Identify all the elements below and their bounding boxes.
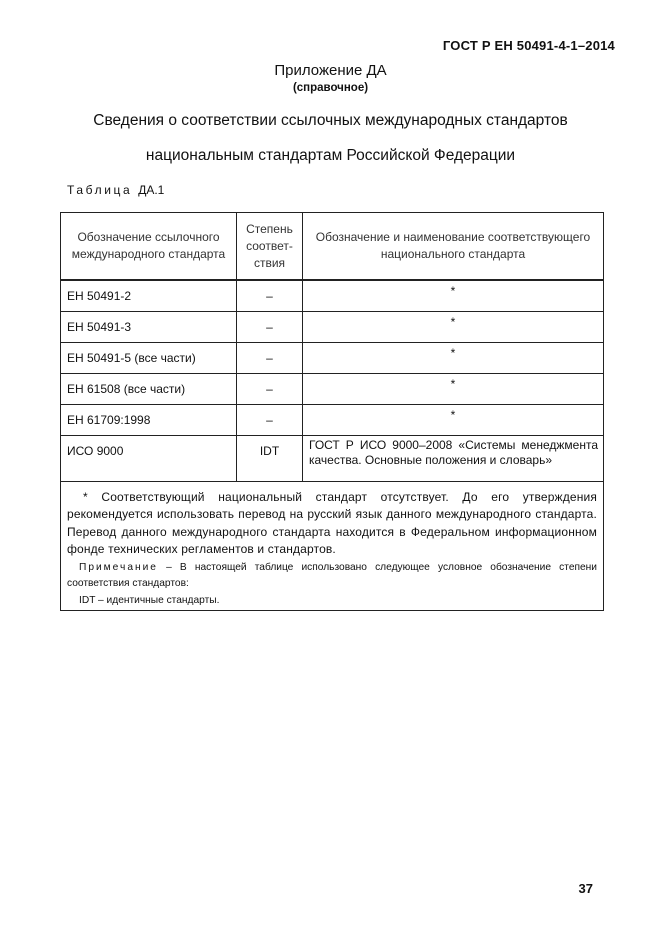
footnote-main: * Соответствующий национальный стандарт отсутствует. До его утверждения рекомендуется использовать перевод на русский язык данного международного стандарта. Перевод данного международного стандарта находится в Федеральном информационном фонде технических регламентов и стандартов. [67, 489, 597, 556]
cell-ref: ЕН 50491-5 (все части) [61, 342, 237, 373]
cell-ref: ЕН 61709:1998 [61, 404, 237, 435]
cell-national: * [303, 404, 604, 435]
table-row [61, 404, 604, 435]
appendix-title: Приложение ДА [274, 62, 387, 79]
note-lead: Примечание [79, 561, 158, 573]
column-header-ref: Обозначение ссылочного международного стандарта [61, 213, 237, 281]
cell-ref: ЕН 50491-3 [61, 311, 237, 342]
cell-ref: ЕН 50491-2 [61, 280, 237, 311]
note-text: – В настоящей таблице использовано следующее условное обозначение степени соответствия стандартов: [67, 561, 597, 589]
cell-national: * [303, 280, 604, 311]
cell-degree: – [237, 280, 303, 311]
table-row [61, 342, 604, 373]
table-notes-row [61, 481, 604, 610]
cell-national: ГОСТ Р ИСО 9000–2008 «Системы менеджмента качества. Основные положения и словарь» [303, 435, 604, 481]
table-row [61, 311, 604, 342]
table-row [61, 373, 604, 404]
footnote-note [67, 560, 597, 592]
section-title-line2: национальным стандартам Российской Федерации [145, 147, 516, 164]
standard-code: ГОСТ Р ЕН 50491-4-1–2014 [442, 38, 615, 53]
table-label-prefix: Таблица [67, 183, 133, 197]
cell-ref: ЕН 61508 (все части) [61, 373, 237, 404]
cell-degree: – [237, 342, 303, 373]
section-title-line1: Сведения о соответствии ссылочных международных стандартов [93, 112, 568, 129]
cell-degree: – [237, 311, 303, 342]
appendix-subtitle: (справочное) [292, 82, 369, 94]
cell-degree: IDT [237, 435, 303, 481]
table-notes [61, 481, 604, 610]
footnote-idt: IDT – идентичные стандарты. [79, 594, 220, 606]
column-header-degree: Степень соответ-ствия [237, 213, 303, 281]
cell-national: * [303, 311, 604, 342]
standards-table [60, 212, 604, 611]
table-label-number: ДА.1 [138, 183, 165, 197]
cell-national: * [303, 373, 604, 404]
column-header-national: Обозначение и наименование соответствующего национального стандарта [303, 213, 604, 281]
table-row [61, 435, 604, 481]
table-row [61, 280, 604, 311]
cell-ref: ИСО 9000 [61, 435, 237, 481]
cell-national: * [303, 342, 604, 373]
cell-degree: – [237, 373, 303, 404]
cell-degree: – [237, 404, 303, 435]
table-label [67, 183, 164, 197]
table-header-row [61, 213, 604, 281]
page-number: 37 [578, 881, 593, 896]
